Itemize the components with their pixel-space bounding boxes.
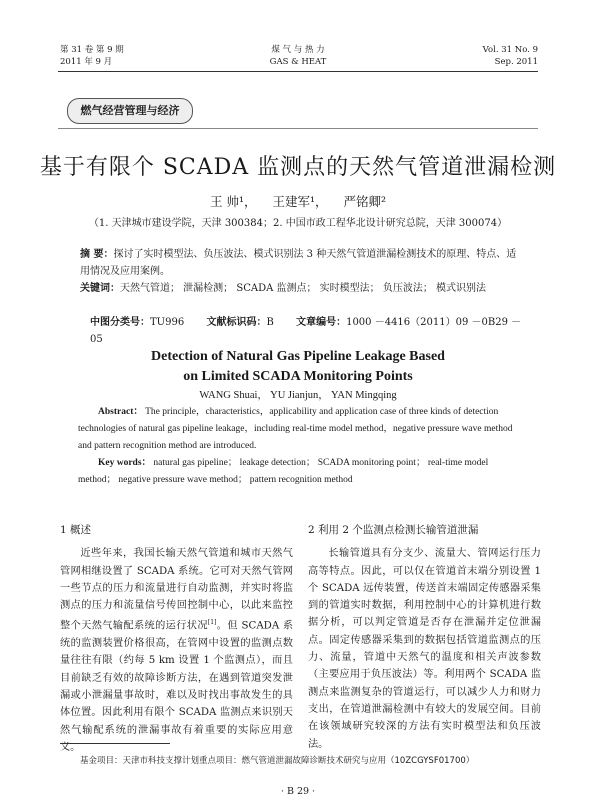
date-en-line: Sep. 2011	[494, 57, 538, 67]
journal-name-cn: 煤 气 与 热 力	[271, 45, 325, 55]
section-badge: 燃气经营管理与经济	[67, 98, 193, 124]
authors-en: WANG Shuai， YU Jianjun， YAN Mingqing	[199, 390, 397, 401]
article-no-label: 文章编号：	[296, 317, 347, 328]
section-1	[60, 522, 293, 756]
paper-title-cn: 基于有限个 SCADA 监测点的天然气管道泄漏检测	[39, 155, 557, 180]
keywords-cn-text: 天然气管道； 泄漏检测； SCADA 监测点； 实时模型法； 负压波法； 模式识别法	[120, 283, 487, 294]
abstract-en-label: Abstract：	[98, 407, 143, 417]
authors-cn	[0, 192, 596, 210]
abstract-en	[78, 404, 520, 455]
abstract-cn-label: 摘 要：	[80, 249, 114, 260]
section-1-text-a: 近些年来，我国长输天然气管道和城市天然气管网相继设置了 SCADA 系统。它可对天然气管网一些节点的压力和流量进行自动监测，并实时将监测点的压力和流量信号传回控制中心，以此来监控整个天然气输配系统的运行状况	[60, 548, 293, 632]
paper-title-en	[0, 347, 596, 387]
section-2-paragraph: 长输管道具有分支少、流量大、管网运行压力高等特点。因此，可以仅在管道首末端分别设置 1 个 SCADA 远传装置，传送首末端固定传感器采集到的管道实时数据，利用控制中心的计算机进行数据分析，可以判定管道是否存在泄漏并定位泄漏点。固定传感器采集到的数据包括管道监测点的压力、流量，管道中天然气的温度和相关声波参数（主要应用于负压波法）等。利用两个 SCADA 监测点来监测复杂的管道运行，可以减少人力和财力支出，在管道泄漏检测中有较大的发展空间。目前在该领域研究较深的方法有实时模型法和负压波法。	[308, 548, 541, 750]
badge-rule	[58, 128, 538, 129]
clc-value: TU996	[150, 317, 185, 328]
journal-name-en: GAS & HEAT	[269, 57, 327, 67]
classification-line	[90, 314, 530, 348]
affiliation-cn: （1. 天津城市建设学院，天津 300384；2. 中国市政工程华北设计研究总院，天津 300074）	[88, 218, 508, 229]
article-no-value: 1000 －4416（2011）09 －0B29 －05	[90, 317, 522, 345]
date-line: 2011 年 9 月	[60, 57, 113, 67]
doc-code-label: 文献标识码：	[206, 317, 267, 328]
abstract-cn-text: 探讨了实时模型法、负压波法、模式识别法 3 种天然气管道泄漏检测技术的原理、特点、适用情况及应用案例。	[80, 249, 517, 277]
keywords-en-label: Key words：	[98, 458, 152, 468]
keywords-en-text: natural gas pipeline； leakage detection； SCADA monitoring point； real-time model method； negative pressure wave method； pattern recognition method	[78, 458, 489, 485]
keywords-en	[78, 455, 520, 489]
volume-issue-line: 第 31 卷 第 9 期	[60, 45, 124, 55]
section-1-paragraph	[60, 545, 293, 756]
citation-ref: [1]	[207, 619, 217, 627]
author-2: 王建军¹，	[272, 194, 328, 209]
author-1: 王 帅¹，	[210, 194, 257, 209]
paper-title-en-line1: Detection of Natural Gas Pipeline Leakage Based	[151, 349, 445, 364]
keywords-cn-label: 关键词：	[80, 283, 120, 294]
funding-footnote: 基金项目：天津市科技支撑计划重点项目：燃气管道泄漏故障诊断技术研究与应用（10ZCGYSF01700）	[80, 756, 475, 766]
keywords-cn	[80, 280, 520, 297]
page-number: · B 29 ·	[280, 786, 316, 797]
header-rule	[58, 71, 538, 72]
section-2	[308, 522, 541, 753]
abstract-cn	[80, 246, 520, 280]
section-2-heading: 2 利用 2 个监测点检测长输管道泄漏	[308, 524, 479, 536]
journal-volume-en	[483, 44, 538, 68]
clc-label: 中图分类号：	[90, 317, 150, 328]
volume-en-line: Vol. 31 No. 9	[482, 45, 538, 55]
paper-title-en-line2: on Limited SCADA Monitoring Points	[183, 369, 413, 384]
footnote-rule	[60, 743, 170, 744]
abstract-en-text: The principle，characteristics，applicability and application case of three kinds of detection technologies of natural gas pipeline leakage，including real-time model method，negative pressure wave method and pattern recognition method are introduced.	[78, 407, 513, 451]
author-3: 严铭卿²	[343, 194, 386, 209]
section-1-text-b: 。但 SCADA 系统的监测装置价格很高，在管网中设置的监测点数量往往有限（约每 5 km 设置 1 个监测点），而且目前缺乏有效的故障诊断方法，在遇到管道突发泄漏或小泄漏量事故时，难以及时找出事故发生的具体位置。因此利用有限个 SCADA 监测点来识别天然气输配系统的泄漏事故有着重要的实际应用意义。	[60, 620, 294, 753]
section-1-heading: 1 概述	[60, 524, 92, 536]
doc-code-value: B	[266, 317, 274, 328]
